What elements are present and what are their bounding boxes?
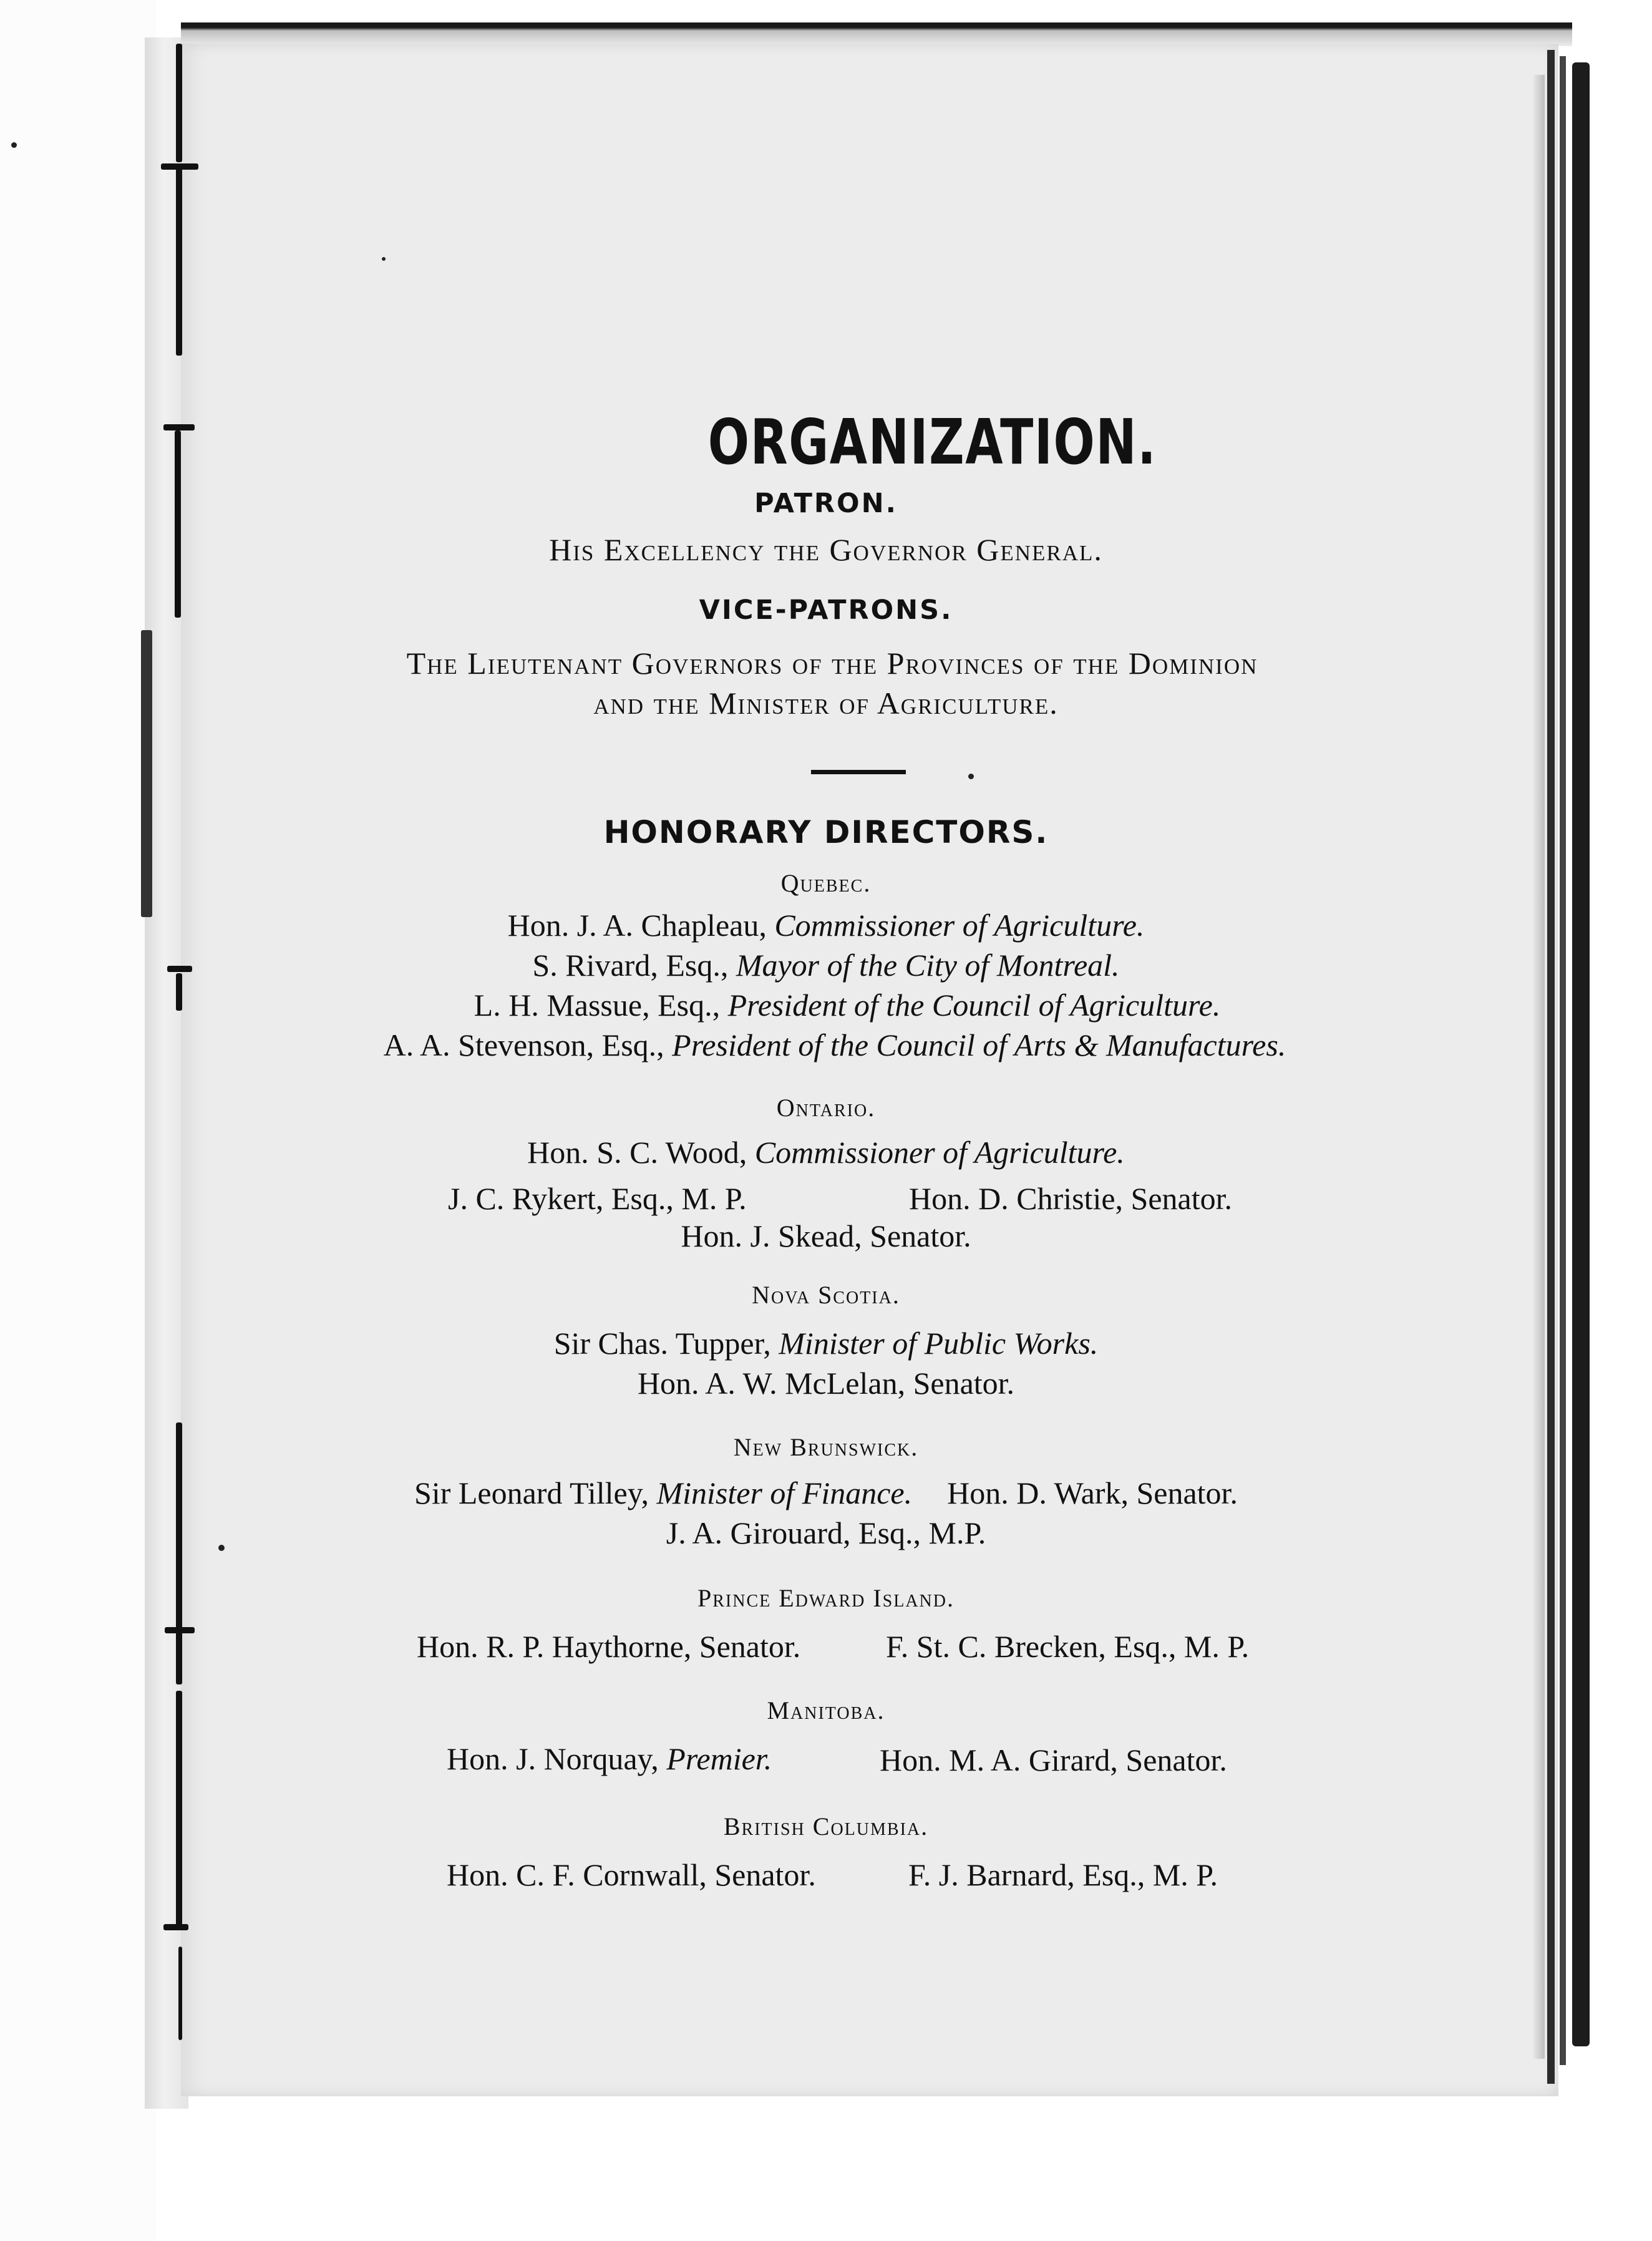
binding-stitch — [176, 44, 182, 162]
director-entry — [10, 1027, 1652, 1063]
speck — [11, 142, 17, 148]
director-role: Minister of Public Works. — [779, 1326, 1099, 1361]
director-role: President of the Council of Arts & Manufactures. — [672, 1028, 1286, 1062]
director-name: L. H. Massue, Esq., — [474, 988, 728, 1023]
director-entry — [1, 1325, 1651, 1361]
director-entry: F. J. Barnard, Esq., M. P. — [908, 1857, 1218, 1892]
director-entry: Hon. C. F. Cornwall, Senator. — [447, 1857, 816, 1892]
director-role: Minister of Finance. — [656, 1475, 913, 1510]
binding-stitch — [175, 430, 181, 618]
honorary-directors-heading: HONORARY DIRECTORS. — [603, 814, 1049, 850]
director-entry: J. C. Rykert, Esq., M. P. — [448, 1181, 747, 1216]
binding-stitch — [178, 1947, 182, 2040]
vice-patrons-heading: VICE-PATRONS. — [699, 595, 953, 626]
director-entry: F. St. C. Brecken, Esq., M. P. — [886, 1629, 1250, 1664]
section-divider — [811, 770, 906, 774]
director-name: Hon. J. Norquay, — [447, 1741, 667, 1776]
vice-patrons-line-2: and the Minister of Agriculture. — [593, 686, 1059, 721]
director-entry: J. A. Girouard, Esq., M.P. — [666, 1515, 986, 1550]
director-name: A. A. Stevenson, Esq., — [383, 1028, 673, 1062]
director-role: Commissioner of Agriculture. — [754, 1135, 1125, 1170]
director-name: Sir Chas. Tupper, — [553, 1326, 779, 1361]
director-role: Commissioner of Agriculture. — [774, 908, 1145, 943]
director-role: Mayor of the City of Montreal. — [736, 948, 1120, 983]
binding-stitch — [176, 1691, 182, 1928]
patron-heading: PATRON. — [754, 488, 898, 519]
director-name: Hon. D. Wark, Senator. — [947, 1475, 1238, 1510]
province-manitoba: Manitoba. — [767, 1696, 885, 1724]
speck — [968, 774, 974, 779]
director-role: President of the Council of Agriculture. — [727, 988, 1221, 1023]
director-entry: Hon. J. Skead, Senator. — [681, 1218, 971, 1253]
director-entry — [1, 947, 1651, 983]
director-entry: Hon. R. P. Haythorne, Senator. — [417, 1629, 801, 1664]
speck — [382, 257, 386, 261]
page-edge — [1547, 50, 1555, 2084]
director-name: Sir Leonard Tilley, — [414, 1475, 657, 1510]
page-top-edge — [181, 22, 1572, 46]
director-entry — [1, 1475, 1651, 1511]
page-edge-shadow — [1533, 75, 1545, 2059]
director-name: S. Rivard, Esq., — [532, 948, 736, 983]
director-role: Premier. — [666, 1741, 772, 1776]
patron-name: His Excellency the Governor General. — [549, 532, 1103, 567]
vice-patrons-line-1: The Lieutenant Governors of the Provinces of the Dominion — [406, 646, 1258, 681]
page-title: ORGANIZATION. — [707, 406, 1157, 479]
director-entry: Hon. A. W. McLelan, Senator. — [637, 1366, 1015, 1401]
province-prince-edward-island: Prince Edward Island. — [697, 1584, 955, 1612]
director-entry — [1, 907, 1651, 943]
province-new-brunswick: New Brunswick. — [733, 1433, 919, 1461]
director-name: Hon. S. C. Wood, — [527, 1135, 755, 1170]
director-entry — [22, 987, 1652, 1023]
director-entry: Hon. M. A. Girard, Senator. — [880, 1743, 1227, 1777]
director-entry: Hon. D. Christie, Senator. — [909, 1181, 1233, 1216]
binding-stitch — [163, 1924, 188, 1930]
binding-stitch — [176, 168, 182, 356]
province-quebec: Quebec. — [780, 869, 872, 897]
province-ontario: Ontario. — [776, 1094, 876, 1122]
binding-stitch — [163, 424, 195, 430]
director-entry — [1, 1134, 1651, 1170]
binding-stitch — [176, 1422, 182, 1684]
director-entry — [447, 1741, 772, 1777]
province-british-columbia: British Columbia. — [723, 1812, 929, 1840]
province-nova-scotia: Nova Scotia. — [752, 1281, 900, 1309]
page-sheet — [181, 44, 1558, 2096]
binding-stitch — [165, 1627, 195, 1633]
director-name: Hon. J. A. Chapleau, — [507, 908, 775, 943]
